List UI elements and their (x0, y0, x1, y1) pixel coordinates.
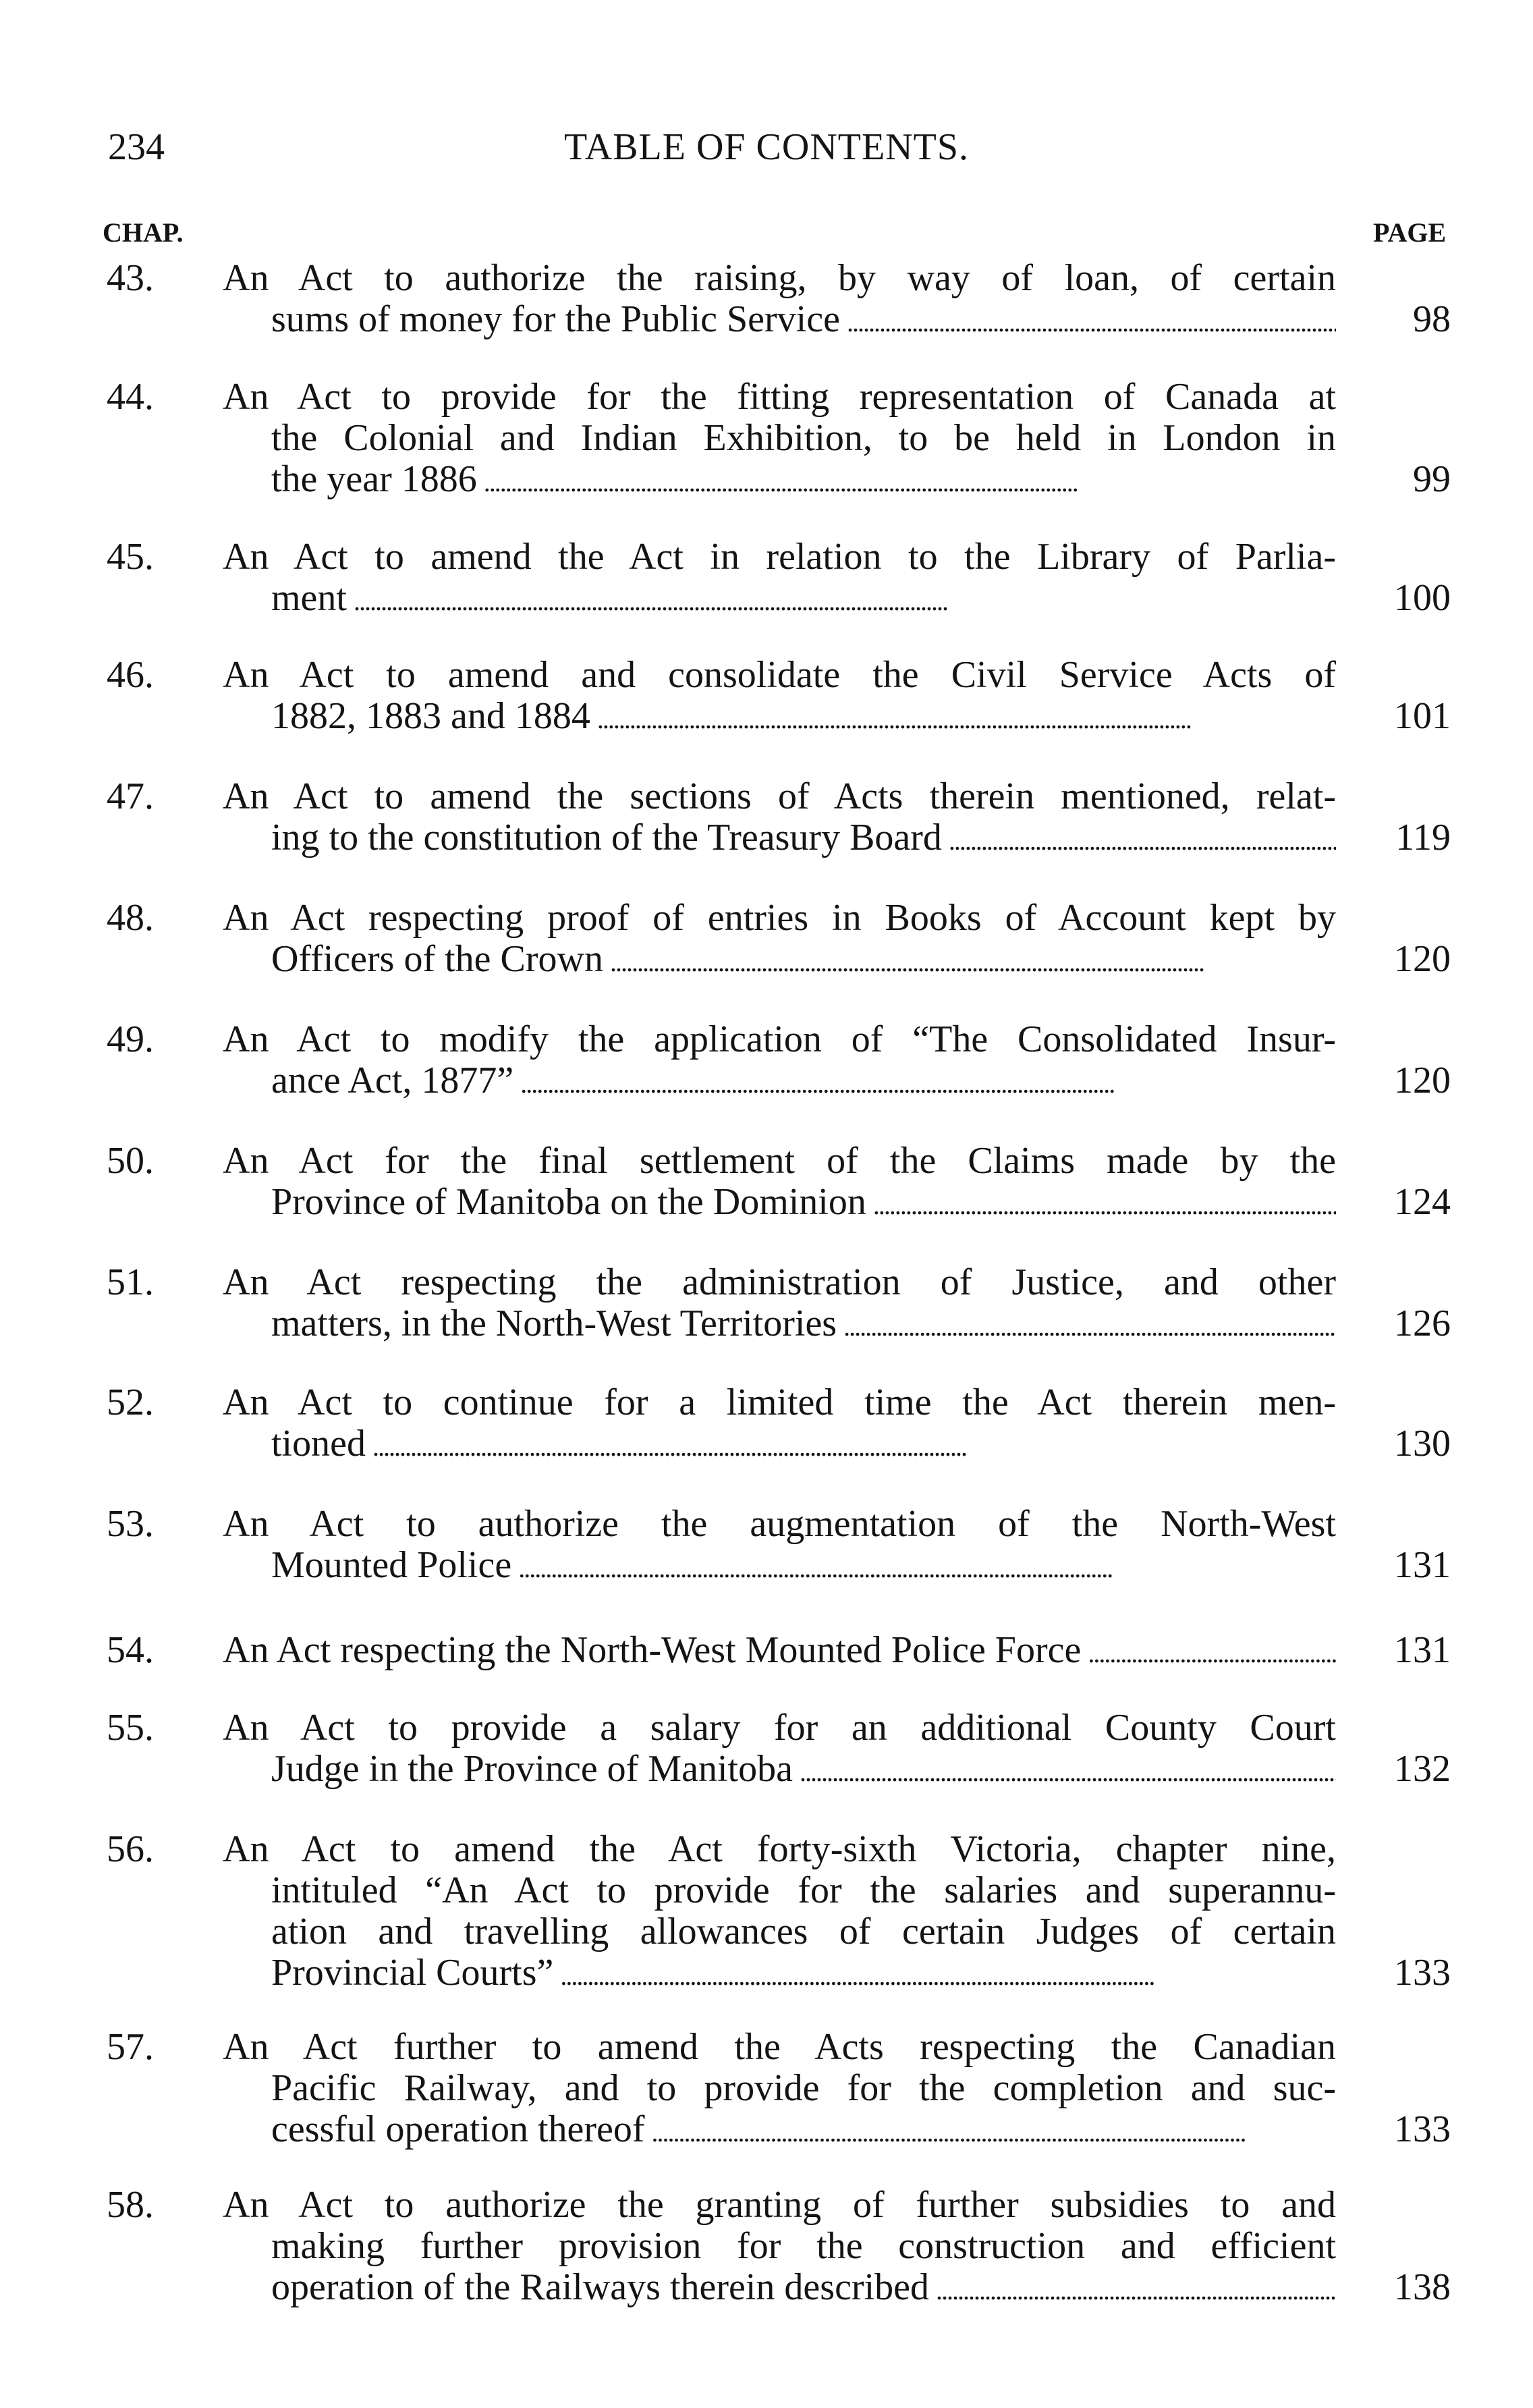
entry-title-line (223, 1952, 1336, 1996)
toc-entry (0, 1141, 1533, 1223)
entry-title (223, 655, 1336, 740)
dot-leader (484, 459, 1336, 503)
entry-title-line: An Act to authorize the granting of further subsidies to and (223, 2185, 1336, 2226)
entry-title-line: An Act to authorize the augmentation of the North-West (223, 1504, 1336, 1545)
chapter-number: 55. (107, 1707, 154, 1749)
page-reference: 120 (1394, 1060, 1451, 1101)
entry-title-line (223, 1182, 1336, 1226)
entry-title-text: Officers of the Crown (271, 939, 603, 980)
entry-title-line (223, 696, 1336, 740)
entry-title-line: An Act to amend the Act forty-sixth Victoria, chapter nine, (223, 1829, 1336, 1870)
toc-entry (0, 655, 1533, 737)
toc-entry (0, 537, 1533, 619)
entry-title-text: the year 1886 (271, 459, 477, 500)
entry-title (223, 1707, 1336, 1793)
entry-title-line: ation and travelling allowances of certain Judges of certain (271, 1911, 1336, 1952)
page-reference: 131 (1394, 1544, 1451, 1586)
dot-leader (1088, 1630, 1336, 1674)
entry-title-line: An Act to amend and consolidate the Civil Service Acts of (223, 655, 1336, 696)
toc-entry (0, 1382, 1533, 1465)
entry-title-text: 1882, 1883 and 1884 (271, 696, 590, 737)
chapter-number: 58. (107, 2184, 154, 2226)
entry-title-text: operation of the Railways therein described (271, 2267, 929, 2308)
chapter-number: 49. (107, 1018, 154, 1060)
entry-title-line: An Act to amend the Act in relation to the Library of Parlia- (223, 537, 1336, 578)
dot-leader (949, 817, 1336, 861)
toc-entry (0, 1829, 1533, 1994)
entry-title-text: ment (271, 578, 347, 619)
page-reference: 126 (1394, 1303, 1451, 1344)
entry-title (223, 537, 1336, 622)
entry-title-line: making further provision for the construction and efficient (271, 2226, 1336, 2267)
entry-title (223, 258, 1336, 343)
toc-entry (0, 1019, 1533, 1101)
entry-title-text: sums of money for the Public Service (271, 299, 840, 340)
entry-title-text: Provincial Courts” (271, 1952, 554, 1994)
toc-entry (0, 776, 1533, 858)
entry-title-text: ance Act, 1877” (271, 1060, 514, 1101)
entry-title (223, 1262, 1336, 1347)
entry-title (223, 1829, 1336, 1996)
entry-title-line (223, 1749, 1336, 1793)
toc-entry (0, 898, 1533, 980)
page-reference: 138 (1394, 2266, 1451, 2308)
entry-title-text: An Act respecting the North-West Mounted Police Force (223, 1630, 1082, 1671)
entry-title-line (223, 299, 1336, 343)
entry-title-line: Pacific Railway, and to provide for the completion and suc- (271, 2068, 1336, 2109)
toc-entry (0, 1707, 1533, 1790)
chapter-number: 52. (107, 1381, 154, 1423)
entry-title (223, 776, 1336, 861)
entry-title-text: Judge in the Province of Manitoba (271, 1749, 793, 1790)
chapter-number: 57. (107, 2026, 154, 2068)
entry-title-text: cessful operation thereof (271, 2109, 645, 2150)
entry-title-line: An Act further to amend the Acts respecting the Canadian (223, 2027, 1336, 2068)
entry-title-line: An Act to continue for a limited time the Act therein men- (223, 1382, 1336, 1423)
chapter-number: 48. (107, 897, 154, 939)
entry-title-line (223, 1423, 1336, 1467)
entry-title-line: An Act to modify the application of “The Consolidated Insur- (223, 1019, 1336, 1060)
chapter-column-header: CHAP. (103, 217, 184, 248)
toc-entry (0, 1504, 1533, 1586)
entry-title-line (223, 1630, 1336, 1674)
dot-leader (652, 2109, 1336, 2153)
entry-title-line: the Colonial and Indian Exhibition, to be held in London in (271, 418, 1336, 459)
entry-title (223, 1382, 1336, 1467)
dot-leader (610, 939, 1336, 983)
dot-leader (936, 2267, 1336, 2311)
entry-title (223, 1630, 1336, 1674)
page-reference: 133 (1394, 1952, 1451, 1994)
entry-title-text: Province of Manitoba on the Dominion (271, 1182, 866, 1223)
page-reference: 130 (1394, 1423, 1451, 1465)
dot-leader (520, 1060, 1336, 1104)
entry-title-line (223, 1303, 1336, 1347)
page-reference: 124 (1394, 1181, 1451, 1223)
entry-title-text: matters, in the North-West Territories (271, 1303, 837, 1344)
chapter-number: 54. (107, 1629, 154, 1671)
dot-leader (597, 696, 1336, 740)
page-reference: 100 (1394, 577, 1451, 619)
entry-title (223, 2185, 1336, 2311)
entry-title-line: An Act respecting the administration of Justice, and other (223, 1262, 1336, 1303)
chapter-number: 45. (107, 536, 154, 578)
entry-title (223, 377, 1336, 503)
toc-entry (0, 1630, 1533, 1671)
page-column-header: PAGE (1373, 217, 1447, 248)
chapter-number: 53. (107, 1503, 154, 1545)
entry-title-line (223, 459, 1336, 503)
page-reference: 133 (1394, 2108, 1451, 2150)
chapter-number: 43. (107, 257, 154, 299)
page-reference: 119 (1395, 817, 1451, 858)
chapter-number: 47. (107, 775, 154, 817)
chapter-number: 44. (107, 376, 154, 418)
page-reference: 131 (1394, 1629, 1451, 1671)
toc-entry (0, 2027, 1533, 2150)
dot-leader (843, 1303, 1336, 1347)
chapter-number: 46. (107, 654, 154, 696)
chapter-number: 56. (107, 1828, 154, 1870)
entry-title-text: tioned (271, 1423, 366, 1465)
toc-entry (0, 258, 1533, 340)
dot-leader (847, 299, 1336, 343)
dot-leader (560, 1952, 1336, 1996)
entry-title-line: An Act respecting proof of entries in Books of Account kept by (223, 898, 1336, 939)
entry-title (223, 1141, 1336, 1226)
entry-title-line (223, 1545, 1336, 1589)
page-title: TABLE OF CONTENTS. (564, 126, 969, 168)
page-reference: 101 (1394, 695, 1451, 737)
entry-title-line (223, 1060, 1336, 1104)
entry-title (223, 898, 1336, 983)
entry-title-line: An Act to authorize the raising, by way of loan, of certain (223, 258, 1336, 299)
toc-entry (0, 377, 1533, 500)
entry-title-line: An Act to provide for the fitting representation of Canada at (223, 377, 1336, 418)
toc-entry (0, 2185, 1533, 2308)
entry-title-line (223, 2267, 1336, 2311)
dot-leader (354, 578, 1336, 622)
entry-title-text: ing to the constitution of the Treasury Board (271, 817, 942, 858)
chapter-number: 50. (107, 1140, 154, 1182)
entry-title-line (223, 817, 1336, 861)
page-reference: 120 (1394, 938, 1451, 980)
entry-title-line: An Act to amend the sections of Acts therein mentioned, relat- (223, 776, 1336, 817)
page-reference: 99 (1413, 458, 1451, 500)
entry-title (223, 1019, 1336, 1104)
page-reference: 98 (1413, 298, 1451, 340)
entry-title-line: An Act for the final settlement of the Claims made by the (223, 1141, 1336, 1182)
page-number: 234 (108, 126, 165, 168)
entry-title-line (223, 2109, 1336, 2153)
dot-leader (873, 1182, 1336, 1226)
entry-title-line: intituled “An Act to provide for the salaries and superannu- (271, 1870, 1336, 1911)
entry-title (223, 2027, 1336, 2153)
entry-title-line (223, 578, 1336, 622)
page-reference: 132 (1394, 1748, 1451, 1790)
dot-leader (372, 1423, 1336, 1467)
entry-title-text: Mounted Police (271, 1545, 512, 1586)
dot-leader (518, 1545, 1336, 1589)
entry-title-line (223, 939, 1336, 983)
chapter-number: 51. (107, 1261, 154, 1303)
dot-leader (800, 1749, 1336, 1793)
entry-title-line: An Act to provide a salary for an additional County Court (223, 1707, 1336, 1749)
entry-title (223, 1504, 1336, 1589)
toc-entry (0, 1262, 1533, 1344)
